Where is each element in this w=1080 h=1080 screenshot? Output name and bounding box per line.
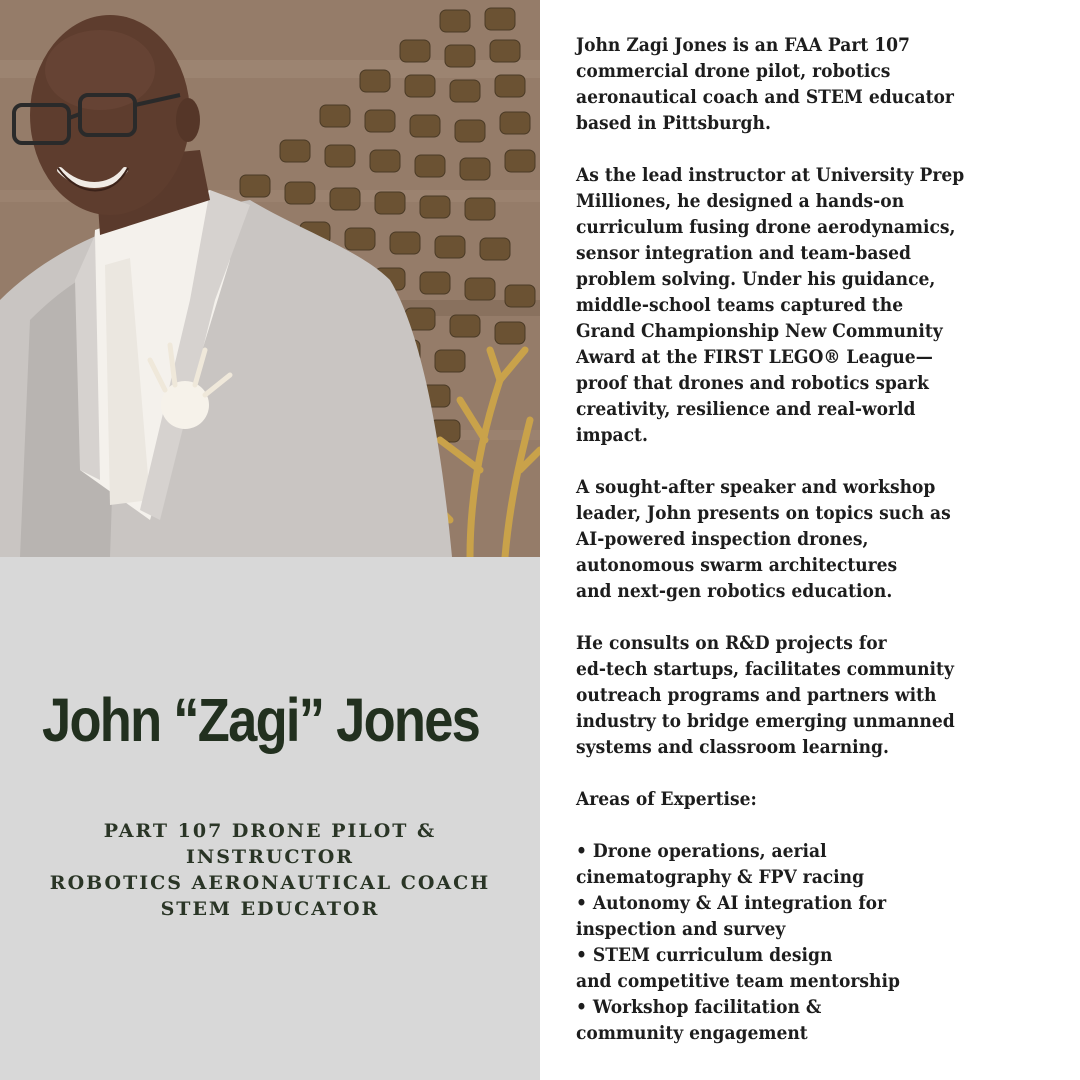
portrait-photo — [0, 0, 540, 557]
bio-line: middle-school teams captured the — [576, 295, 904, 316]
bio-line: commercial drone pilot, robotics — [576, 61, 891, 82]
bio-line: Milliones, he designed a hands-on — [576, 191, 905, 212]
portrait-illustration — [0, 0, 540, 557]
bio-line: problem solving. Under his guidance, — [576, 269, 936, 290]
paragraph-spacer — [576, 137, 1022, 163]
bio-line: AI-powered inspection drones, — [576, 529, 869, 550]
bio-line: A sought-after speaker and workshop — [576, 477, 936, 498]
bio-paragraph-instructor — [576, 163, 1022, 449]
paragraph-spacer — [576, 449, 1022, 475]
bio-paragraph-speaker — [576, 475, 1022, 605]
bio-line: sensor integration and team-based — [576, 243, 911, 264]
paragraph-spacer — [576, 813, 1022, 839]
bio-paragraph-consulting — [576, 631, 1022, 761]
bio-line: ed-tech startups, facilitates community — [576, 659, 954, 680]
expertise-line: cinematography & FPV racing — [576, 867, 865, 888]
expertise-line: community engagement — [576, 1023, 808, 1044]
bio-line: systems and classroom learning. — [576, 737, 889, 758]
expertise-line: • Workshop facilitation & — [576, 997, 822, 1018]
expertise-line: and competitive team mentorship — [576, 971, 900, 992]
bio-paragraph-intro — [576, 33, 1022, 137]
expertise-line: • STEM curriculum design — [576, 945, 833, 966]
bio-line: Grand Championship New Community — [576, 321, 943, 342]
subtitle-line: PART 107 DRONE PILOT & — [103, 820, 437, 842]
bio-line: autonomous swarm architectures — [576, 555, 898, 576]
bio-line: leader, John presents on topics such as — [576, 503, 951, 524]
bio-line: He consults on R&D projects for — [576, 633, 887, 654]
bio-line: curriculum fusing drone aerodynamics, — [576, 217, 956, 238]
bio-line: and next-gen robotics education. — [576, 581, 893, 602]
expertise-heading: Areas of Expertise: — [576, 789, 757, 810]
paragraph-spacer — [576, 605, 1022, 631]
bio-line: industry to bridge emerging unmanned — [576, 711, 955, 732]
bio-line: outreach programs and partners with — [576, 685, 937, 706]
bio-line: Award at the FIRST LEGO® League— — [576, 347, 933, 368]
paragraph-spacer — [576, 761, 1022, 787]
bio-line: proof that drones and robotics spark — [576, 373, 929, 394]
expertise-line: • Drone operations, aerial — [576, 841, 827, 862]
role-subtitle — [30, 818, 510, 922]
bio-column — [576, 33, 1022, 1047]
expertise-line: • Autonomy & AI integration for — [576, 893, 887, 914]
expertise-line: inspection and survey — [576, 919, 786, 940]
bio-line: aeronautical coach and STEM educator — [576, 87, 954, 108]
subtitle-line: ROBOTICS AERONAUTICAL COACH — [49, 872, 491, 894]
subtitle-line: STEM EDUCATOR — [160, 898, 380, 920]
subtitle-line: INSTRUCTOR — [185, 846, 355, 868]
bio-line: As the lead instructor at University Prep — [576, 165, 965, 186]
bio-line: impact. — [576, 425, 648, 446]
person-name: John “Zagi” Jones — [42, 686, 480, 754]
bio-line: John Zagi Jones is an FAA Part 107 — [576, 35, 910, 56]
bio-line: creativity, resilience and real-world — [576, 399, 916, 420]
bio-line: based in Pittsburgh. — [576, 113, 771, 134]
expertise-list — [576, 839, 1022, 1047]
